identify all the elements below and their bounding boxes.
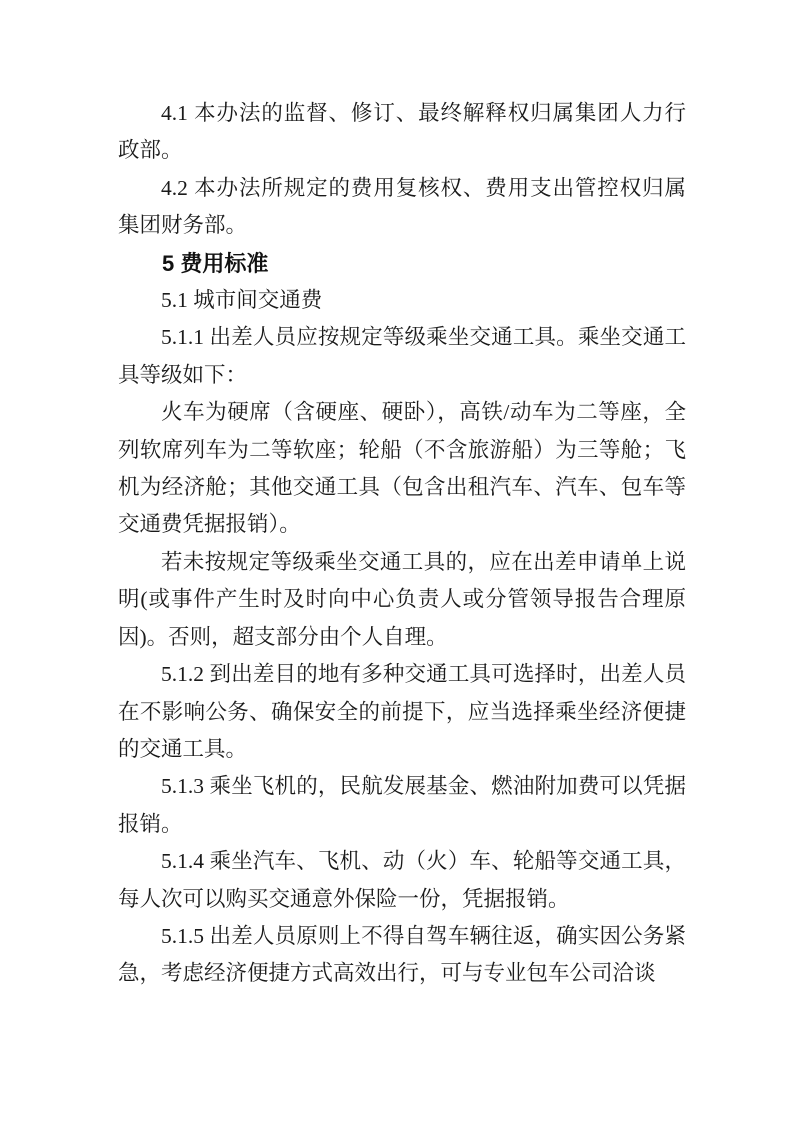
- paragraph-transport-class-detail: 火车为硬席（含硬座、硬卧），高铁/动车为二等座，全列软席列车为二等软座；轮船（不含旅游船）为三等舱；飞机为经济舱；其他交通工具（包含出租汽车、汽车、包车等交通费凭据报销）。: [118, 400, 686, 537]
- paragraph-clause-5-1-5: 5.1.5 出差人员原则上不得自驾车辆往返，确实因公务紧急，考虑经济便捷方式高效出行，可与专业包车公司洽谈: [118, 923, 686, 986]
- paragraph-clause-5-1-3: 5.1.3 乘坐飞机的，民航发展基金、燃油附加费可以凭据报销。: [118, 774, 686, 836]
- section-heading-5-fee-standards: 5 费用标准: [162, 250, 269, 276]
- paragraph-noncompliance-note: 若未按规定等级乘坐交通工具的，应在出差申请单上说明(或事件产生时及时向中心负责人或分管领导报告合理原因)。否则，超支部分由个人自理。: [118, 549, 686, 649]
- paragraph-clause-5-1-2: 5.1.2 到出差目的地有多种交通工具可选择时，出差人员在不影响公务、确保安全的前提下，应当选择乘坐经济便捷的交通工具。: [118, 662, 686, 761]
- paragraph-clause-5-1-4: 5.1.4 乘坐汽车、飞机、动（火）车、轮船等交通工具，每人次可以购买交通意外保险一份，凭据报销。: [118, 849, 686, 911]
- paragraph-clause-5-1-1: 5.1.1 出差人员应按规定等级乘坐交通工具。乘坐交通工具等级如下：: [118, 325, 686, 387]
- paragraph-clause-5-1: 5.1 城市间交通费: [161, 288, 323, 313]
- paragraph-clause-4-1: 4.1 本办法的监督、修订、最终解释权归属集团人力行政部。: [118, 101, 686, 163]
- paragraph-clause-4-2: 4.2 本办法所规定的费用复核权、费用支出管控权归属集团财务部。: [118, 175, 686, 238]
- document-body: [118, 95, 686, 993]
